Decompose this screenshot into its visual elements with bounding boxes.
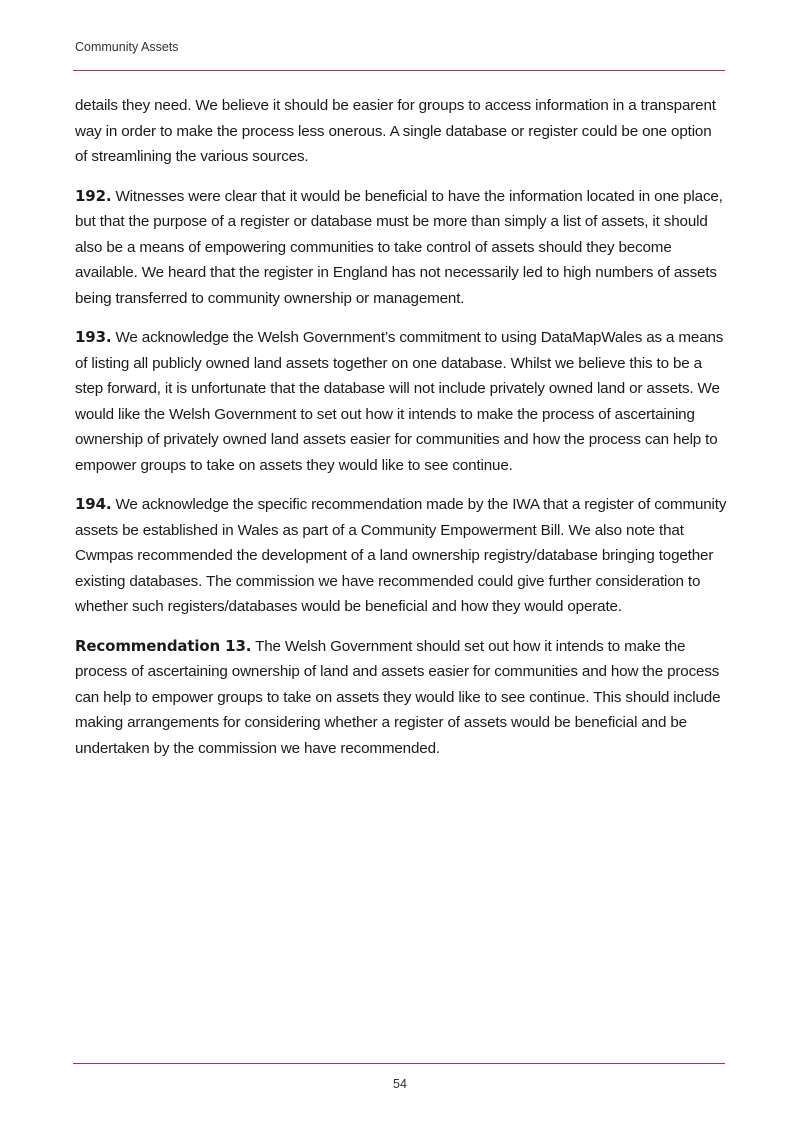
paragraph-number: 194. (75, 495, 112, 513)
paragraph-194 (75, 492, 727, 620)
recommendation-label: Recommendation 13. (75, 636, 252, 655)
document-body (75, 93, 727, 775)
recommendation-13 (75, 634, 727, 762)
paragraph-text: Witnesses were clear that it would be beneficial to have the information located in one place, but that the purpose of a register or database must be more than simply a list of assets, it should also be a means of empowering communities to take control of assets should they become available. We heard that the register in England has not necessarily led to high numbers of assets being transferred to community ownership or management. (75, 187, 723, 307)
paragraph-number: 192. (75, 186, 112, 205)
paragraph-number: 193. (75, 328, 112, 346)
paragraph-192 (75, 184, 727, 312)
recommendation-text: The Welsh Government should set out how it intends to make the process of ascertaining ownership of land and assets easier for communities and how the process can help to empower groups to take on assets they would like to see continue. This should include making arrangements for considering whether a register of assets would be beneficial and be undertaken by the commission we have recommended. (75, 637, 721, 757)
page-number: 54 (393, 1077, 407, 1091)
footer-divider (73, 1063, 725, 1064)
paragraph-text: We acknowledge the specific recommendation made by the IWA that a register of community assets be established in Wales as part of a Community Empowerment Bill. We also note that Cwmpas recommended the development of a land ownership registry/database bringing together existing databases. The commission we have recommended could give further consideration to whether such registers/databases would be beneficial and how they would operate. (75, 496, 727, 615)
paragraph-continuation (75, 93, 727, 170)
paragraph-193 (75, 325, 727, 478)
header-divider (73, 70, 725, 71)
running-header-title: Community Assets (75, 40, 179, 54)
paragraph-text: details they need. We believe it should be easier for groups to access information in a transparent way in order to make the process less onerous. A single database or register could be one option of streamlining the various sources. (75, 97, 716, 165)
paragraph-text: We acknowledge the Welsh Government’s commitment to using DataMapWales as a means of listing all publicly owned land assets together on one database. Whilst we believe this to be a step forward, it is unfortunate that the database will not include privately owned land or assets. We would like the Welsh Government to set out how it intends to make the process of ascertaining ownership of privately owned land assets easier for communities and how the process can help to empower groups to take on assets they would like to see continue. (75, 329, 724, 474)
